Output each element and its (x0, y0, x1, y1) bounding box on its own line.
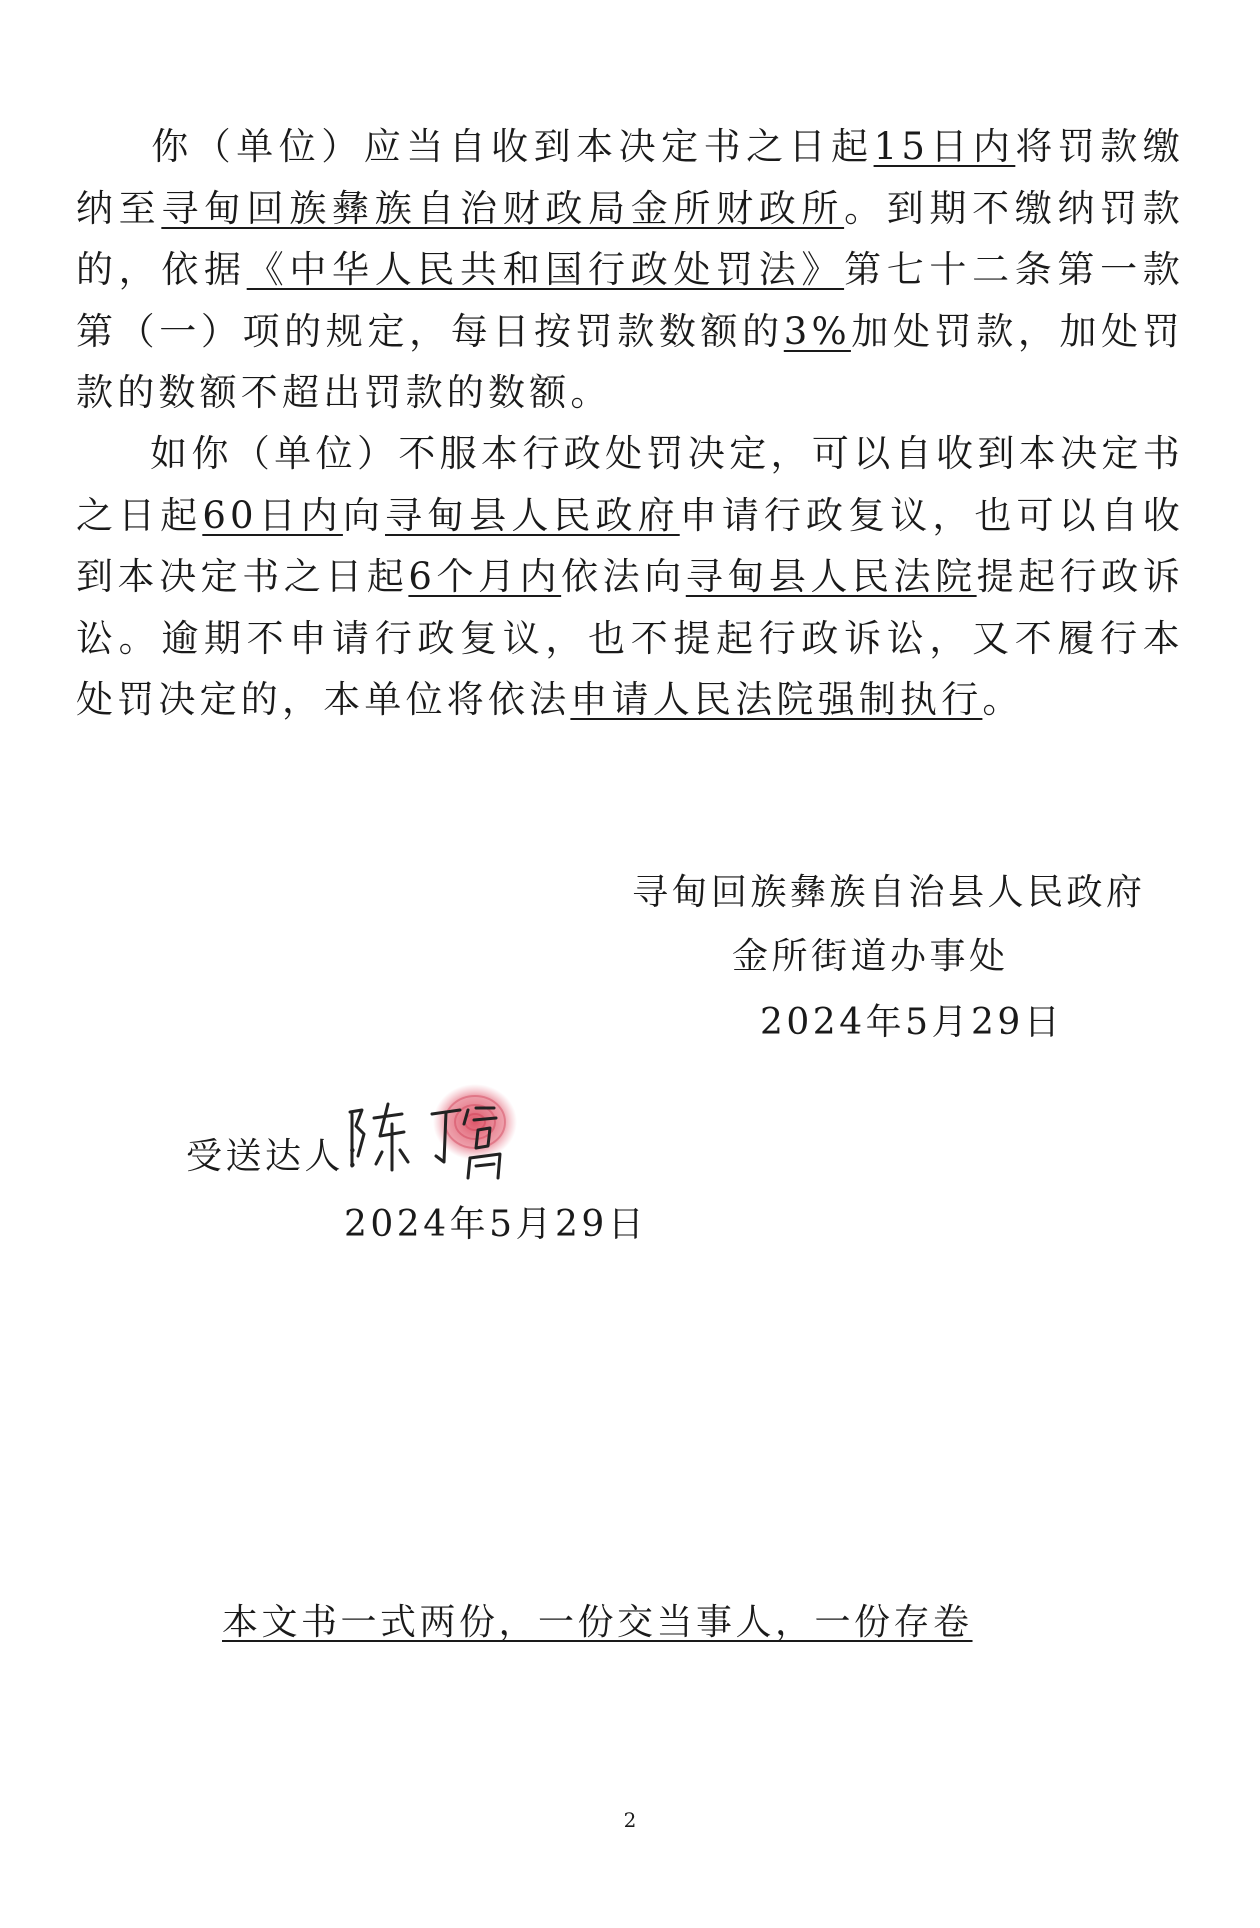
court-name: 寻甸县人民法院 (685, 555, 977, 598)
payment-deadline: 15日内 (873, 125, 1016, 168)
text-segment: 你（单位）应当自收到本决定书之日起 (150, 125, 874, 168)
review-deadline: 60日内 (202, 493, 343, 537)
issuer-office: 金所街道办事处 (732, 936, 1009, 977)
review-authority: 寻甸县人民政府 (385, 493, 680, 537)
recipient-label: 受送达人： (186, 1136, 384, 1177)
text-segment: 向 (342, 493, 386, 537)
daily-penalty-rate: 3% (783, 309, 851, 353)
issuer-name: 寻甸回族彝族自治县人民政府 (632, 872, 1146, 913)
payment-recipient-office: 寻甸回族彝族自治财政局金所财政所 (161, 186, 845, 230)
text-segment: 申请行政复议，也可以自收到本决定书之日起 (76, 493, 1185, 598)
appeal-rights-paragraph (76, 423, 1184, 731)
receipt-date: 2024年5月29日 (344, 1204, 648, 1245)
handwritten-signature (340, 1074, 560, 1194)
law-reference: 《中华人民共和国行政处罚法》 (246, 248, 845, 291)
text-segment: 将罚款缴纳至 (76, 125, 1184, 230)
lawsuit-deadline: 6个月内 (408, 555, 562, 598)
text-segment: 依法向 (561, 555, 686, 598)
copies-note: 本文书一式两份，一份交当事人，一份存卷 (222, 1602, 973, 1643)
enforcement-action: 申请人民法院强制执行 (570, 678, 983, 721)
text-segment: 第七十二条第一款第（一）项的规定，每日按罚款数额的 (76, 248, 1184, 353)
text-segment: 提起行政诉讼。逾期不申请行政复议，也不提起行政诉讼，又不履行本处罚决定的，本单位将依法 (76, 555, 1185, 721)
text-segment: 加处罚款，加处罚款的数额不超出罚款的数额。 (76, 309, 1184, 414)
page-number: 2 (623, 1808, 637, 1832)
text-segment: 。到期不缴纳罚款的，依据 (76, 186, 1184, 291)
text-segment: 如你（单位）不服本行政处罚决定，可以自收到本决定书之日起 (76, 432, 1184, 537)
payment-deadline-paragraph (76, 116, 1184, 424)
text-segment: 。 (982, 678, 1024, 721)
issue-date: 2024年5月29日 (760, 1002, 1064, 1043)
